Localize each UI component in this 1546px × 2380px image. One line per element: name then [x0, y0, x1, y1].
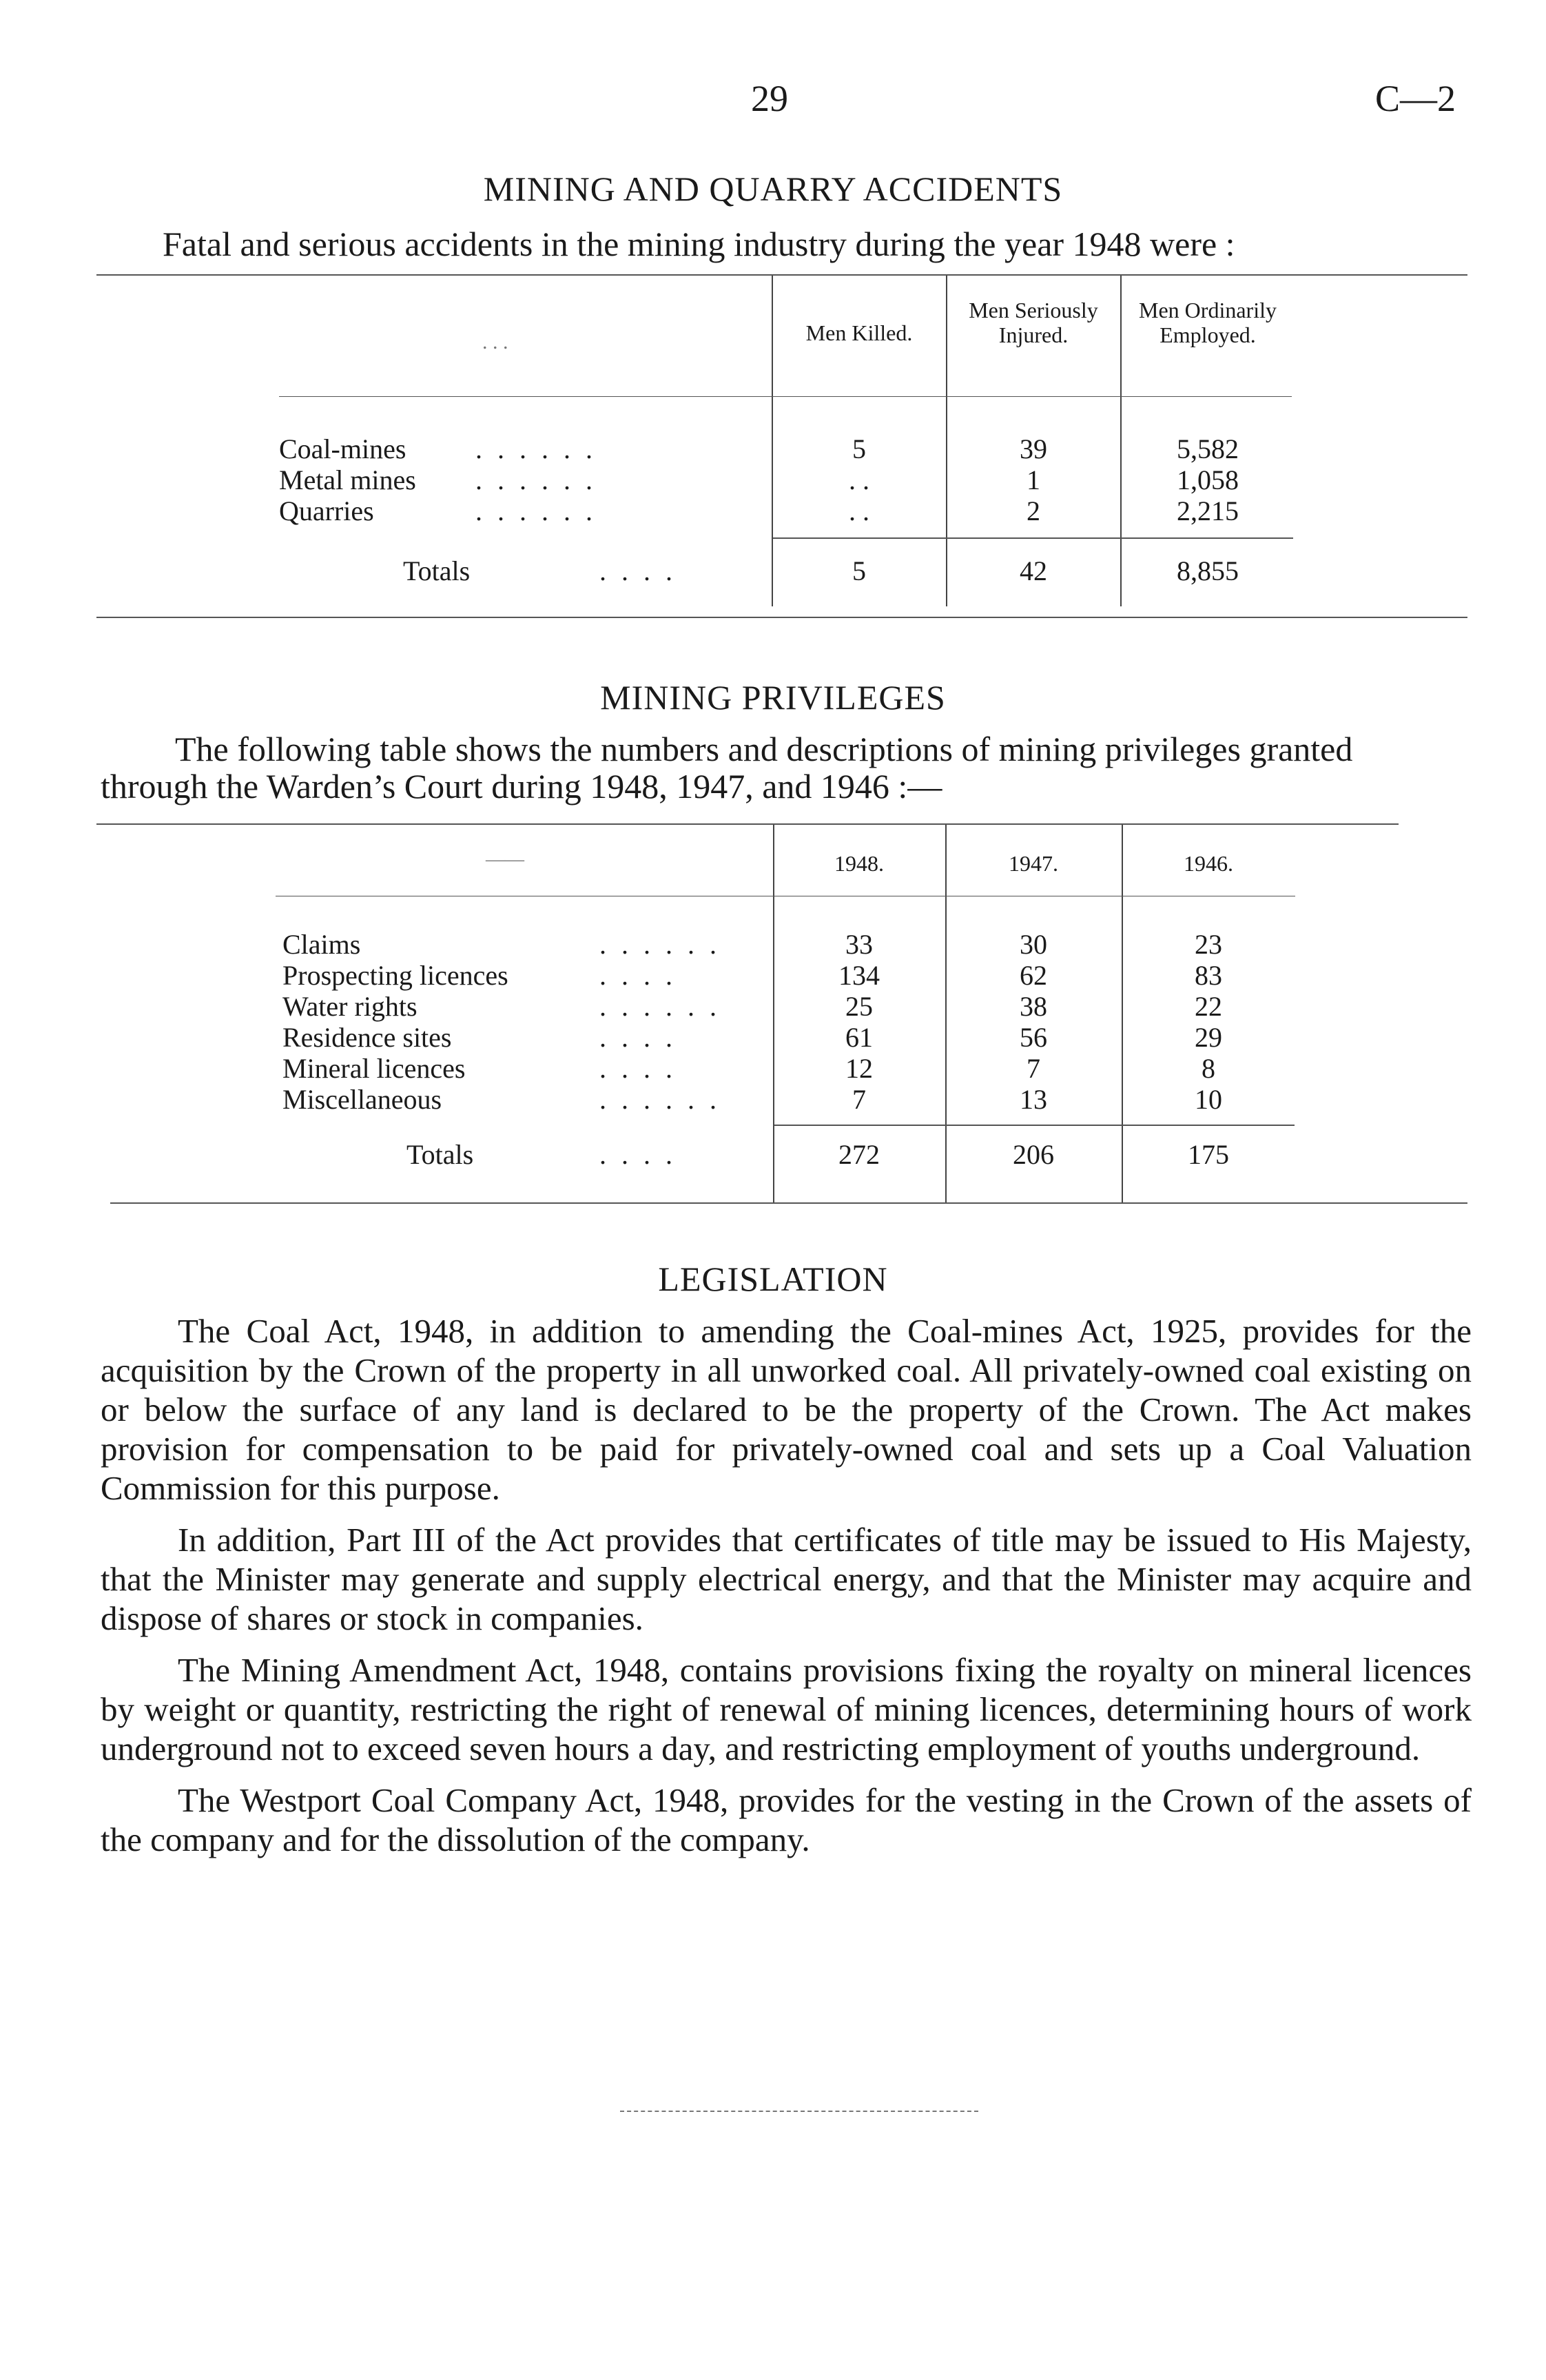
header-rule: [279, 396, 1292, 397]
row-label: Water rights: [282, 991, 418, 1022]
privileges-intro-line-2: through the Warden’s Court during 1948, 1947, and 1946 :—: [101, 767, 942, 806]
legislation-paragraph: In addition, Part III of the Act provides that certificates of title may be issued to His Majesty, that the Minister may generate and supply electrical energy, and that the Minister may acquire and dispose of shares or stock in companies.: [101, 1521, 1472, 1637]
leader-dots: . . . .: [599, 960, 677, 991]
legislation-paragraph: The Coal Act, 1948, in addition to amending the Coal-mines Act, 1925, provides for the acquisition by the Crown of the property in all unworked coal. All privately-owned coal existing on or below the surface of any land is declared to be the property of the Crown. The Act makes provision for compensation to be paid for privately-owned coal and sets up a Coal Valuation Commission for this purpose.: [101, 1312, 1472, 1507]
cell-men-killed: . .: [849, 495, 869, 526]
cell-1948: 33: [845, 929, 873, 960]
cell-1947: 30: [1020, 929, 1047, 960]
totals-label: Totals: [403, 555, 471, 586]
row-label: Miscellaneous: [282, 1084, 442, 1115]
cell-men-ordinarily-employed: 5,582: [1177, 433, 1239, 464]
cell-1946: 22: [1195, 991, 1222, 1022]
row-label: Coal-mines: [279, 433, 406, 464]
leader-dots: . . . . . .: [475, 464, 597, 495]
cell-1948: 25: [845, 991, 873, 1022]
cell-men-killed: . .: [849, 464, 869, 495]
table-top-rule: [96, 274, 1467, 276]
cell-1946: 8: [1202, 1053, 1215, 1084]
document-reference: C—2: [1375, 78, 1456, 119]
cell-1948: 12: [845, 1053, 873, 1084]
row-label: Prospecting licences: [282, 960, 508, 991]
total-1947: 206: [1013, 1139, 1054, 1170]
cell-men-seriously-injured: 39: [1020, 433, 1047, 464]
row-label: Mineral licences: [282, 1053, 466, 1084]
legislation-paragraph: The Westport Coal Company Act, 1948, provides for the vesting in the Crown of the assets of the company and for the dissolution of the company.: [101, 1781, 1472, 1858]
row-label: Metal mines: [279, 464, 416, 495]
privileges-intro-line-1: The following table shows the numbers and descriptions of mining privileges granted: [175, 730, 1353, 768]
column-header-1948: 1948.: [834, 851, 884, 876]
cell-1948: 61: [845, 1022, 873, 1053]
leader-dots: . . . .: [599, 1053, 677, 1084]
column-header-1946: 1946.: [1184, 851, 1233, 876]
table-bottom-rule: [96, 617, 1467, 618]
cell-men-ordinarily-employed: 2,215: [1177, 495, 1239, 526]
totals-rule: [774, 1125, 1295, 1126]
cell-1947: 38: [1020, 991, 1047, 1022]
cell-1948: 7: [852, 1084, 866, 1115]
leader-dots: . . . . . .: [475, 495, 597, 526]
cell-1947: 62: [1020, 960, 1047, 991]
totals-label: Totals: [406, 1139, 474, 1170]
leader-dots: . . . . . .: [599, 1084, 721, 1115]
leader-dots: . . . .: [599, 555, 677, 586]
legislation-title: LEGISLATION: [658, 1260, 888, 1298]
column-header-men-killed: Men Killed.: [805, 320, 913, 345]
cell-1947: 7: [1027, 1053, 1040, 1084]
cell-men-seriously-injured: 2: [1027, 495, 1040, 526]
totals-rule: [773, 537, 1293, 539]
stub-placeholder: ——: [486, 849, 524, 870]
column-header-1947: 1947.: [1009, 851, 1058, 876]
accidents-title: MINING AND QUARRY ACCIDENTS: [483, 170, 1063, 208]
leader-dots: . . . . . .: [599, 991, 721, 1022]
cell-men-killed: 5: [852, 433, 866, 464]
cell-1946: 83: [1195, 960, 1222, 991]
leader-dots: . . . . . .: [599, 929, 721, 960]
total-men-killed: 5: [852, 555, 866, 586]
column-header-men-seriously-injured: Men Seriously Injured.: [969, 298, 1098, 347]
leader-dots: . . . . . .: [475, 433, 597, 464]
page-number: 29: [751, 78, 788, 119]
leader-dots: . . . .: [599, 1139, 677, 1170]
column-header-men-ordinarily-employed: Men Ordinarily Employed.: [1139, 298, 1277, 347]
leader-dots: . . . .: [599, 1022, 677, 1053]
legislation-paragraph: The Mining Amendment Act, 1948, contains provisions fixing the royalty on mineral licences by weight or quantity, restricting the right of renewal of mining licences, determining hours of work underground not to exceed seven hours a day, and restricting employment of youths underground.: [101, 1651, 1472, 1767]
row-label: Claims: [282, 929, 361, 960]
legislation-body: [101, 1311, 1472, 1871]
row-label: Quarries: [279, 495, 374, 526]
total-1946: 175: [1188, 1139, 1229, 1170]
stub-placeholder: . . .: [482, 331, 508, 353]
cell-1948: 134: [838, 960, 880, 991]
total-men-ordinarily-employed: 8,855: [1177, 555, 1239, 586]
total-1948: 272: [838, 1139, 880, 1170]
cell-men-seriously-injured: 1: [1027, 464, 1040, 495]
table-bottom-rule: [110, 1202, 1467, 1204]
cell-1946: 29: [1195, 1022, 1222, 1053]
accidents-intro: Fatal and serious accidents in the mining industry during the year 1948 were :: [163, 225, 1235, 263]
total-men-seriously-injured: 42: [1020, 555, 1047, 586]
row-label: Residence sites: [282, 1022, 452, 1053]
cell-men-ordinarily-employed: 1,058: [1177, 464, 1239, 495]
cell-1946: 23: [1195, 929, 1222, 960]
table-top-rule: [96, 823, 1399, 825]
cell-1947: 13: [1020, 1084, 1047, 1115]
privileges-title: MINING PRIVILEGES: [600, 678, 946, 717]
cell-1947: 56: [1020, 1022, 1047, 1053]
closing-rule: [620, 2111, 978, 2112]
cell-1946: 10: [1195, 1084, 1222, 1115]
